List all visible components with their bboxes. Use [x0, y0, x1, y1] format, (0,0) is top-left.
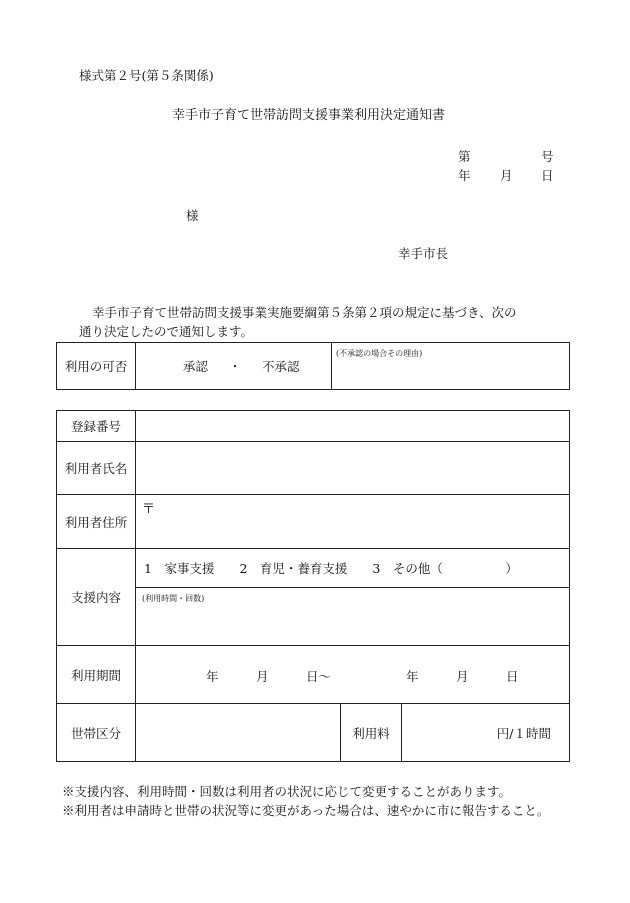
- issuer: 幸手市長: [398, 246, 449, 261]
- note-line1: ※支援内容、利用時間・回数は利用者の状況に応じて変更することがあります。: [62, 784, 512, 799]
- date-year: 年: [458, 168, 471, 183]
- registration-label: 登録番号: [57, 411, 136, 442]
- postal-mark: 〒: [142, 502, 156, 517]
- reason-note: (不承認の場合その理由): [336, 349, 423, 358]
- body-text-line1: 幸手市子育て世帯訪問支援事業実施要綱第５条第２項の規定に基づき、次の: [92, 305, 517, 320]
- fee-label: 利用料: [341, 704, 402, 762]
- period-start: 年 月 日～: [206, 669, 332, 684]
- reject-option: 不承認: [262, 359, 300, 374]
- support-label: 支援内容: [57, 549, 136, 646]
- support-note: (利用時間・回数): [142, 594, 205, 603]
- addressee-suffix: 様: [186, 208, 199, 223]
- address-label: 利用者住所: [57, 495, 136, 549]
- form-number: 様式第２号(第５条関係): [79, 68, 214, 83]
- date-month: 月: [500, 168, 513, 183]
- decision-options: [136, 343, 332, 390]
- reason-cell[interactable]: [332, 343, 570, 390]
- period-field[interactable]: [136, 646, 570, 704]
- registration-field[interactable]: [136, 411, 570, 442]
- period-label: 利用期間: [57, 646, 136, 704]
- household-label: 世帯区分: [57, 704, 136, 762]
- details-table: [56, 410, 570, 762]
- support-details-field[interactable]: [136, 588, 570, 646]
- body-text-line2: 通り決定したので通知します。: [79, 324, 254, 339]
- address-field[interactable]: [136, 495, 570, 549]
- household-field[interactable]: [136, 704, 341, 762]
- decision-table: [56, 342, 570, 390]
- approve-option: 承認: [182, 359, 208, 374]
- fee-unit: 円/１時間: [496, 725, 551, 741]
- date-day: 日: [541, 168, 554, 183]
- number-suffix: 号: [541, 149, 554, 164]
- note-line2: ※利用者は申請時と世帯の状況等に変更があった場合は、速やかに市に報告すること。: [62, 803, 550, 818]
- number-prefix: 第: [458, 149, 471, 164]
- period-end: 年 月 日: [406, 669, 519, 684]
- decision-label: 利用の可否: [57, 343, 136, 390]
- fee-field[interactable]: [402, 704, 570, 762]
- support-options: 1 家事支援 2 育児・養育支援 3 その他（ ）: [136, 549, 570, 588]
- name-field[interactable]: [136, 442, 570, 495]
- name-label: 利用者氏名: [57, 442, 136, 495]
- document-title: 幸手市子育て世帯訪問支援事業利用決定通知書: [172, 108, 446, 123]
- option-separator: ・: [228, 359, 242, 374]
